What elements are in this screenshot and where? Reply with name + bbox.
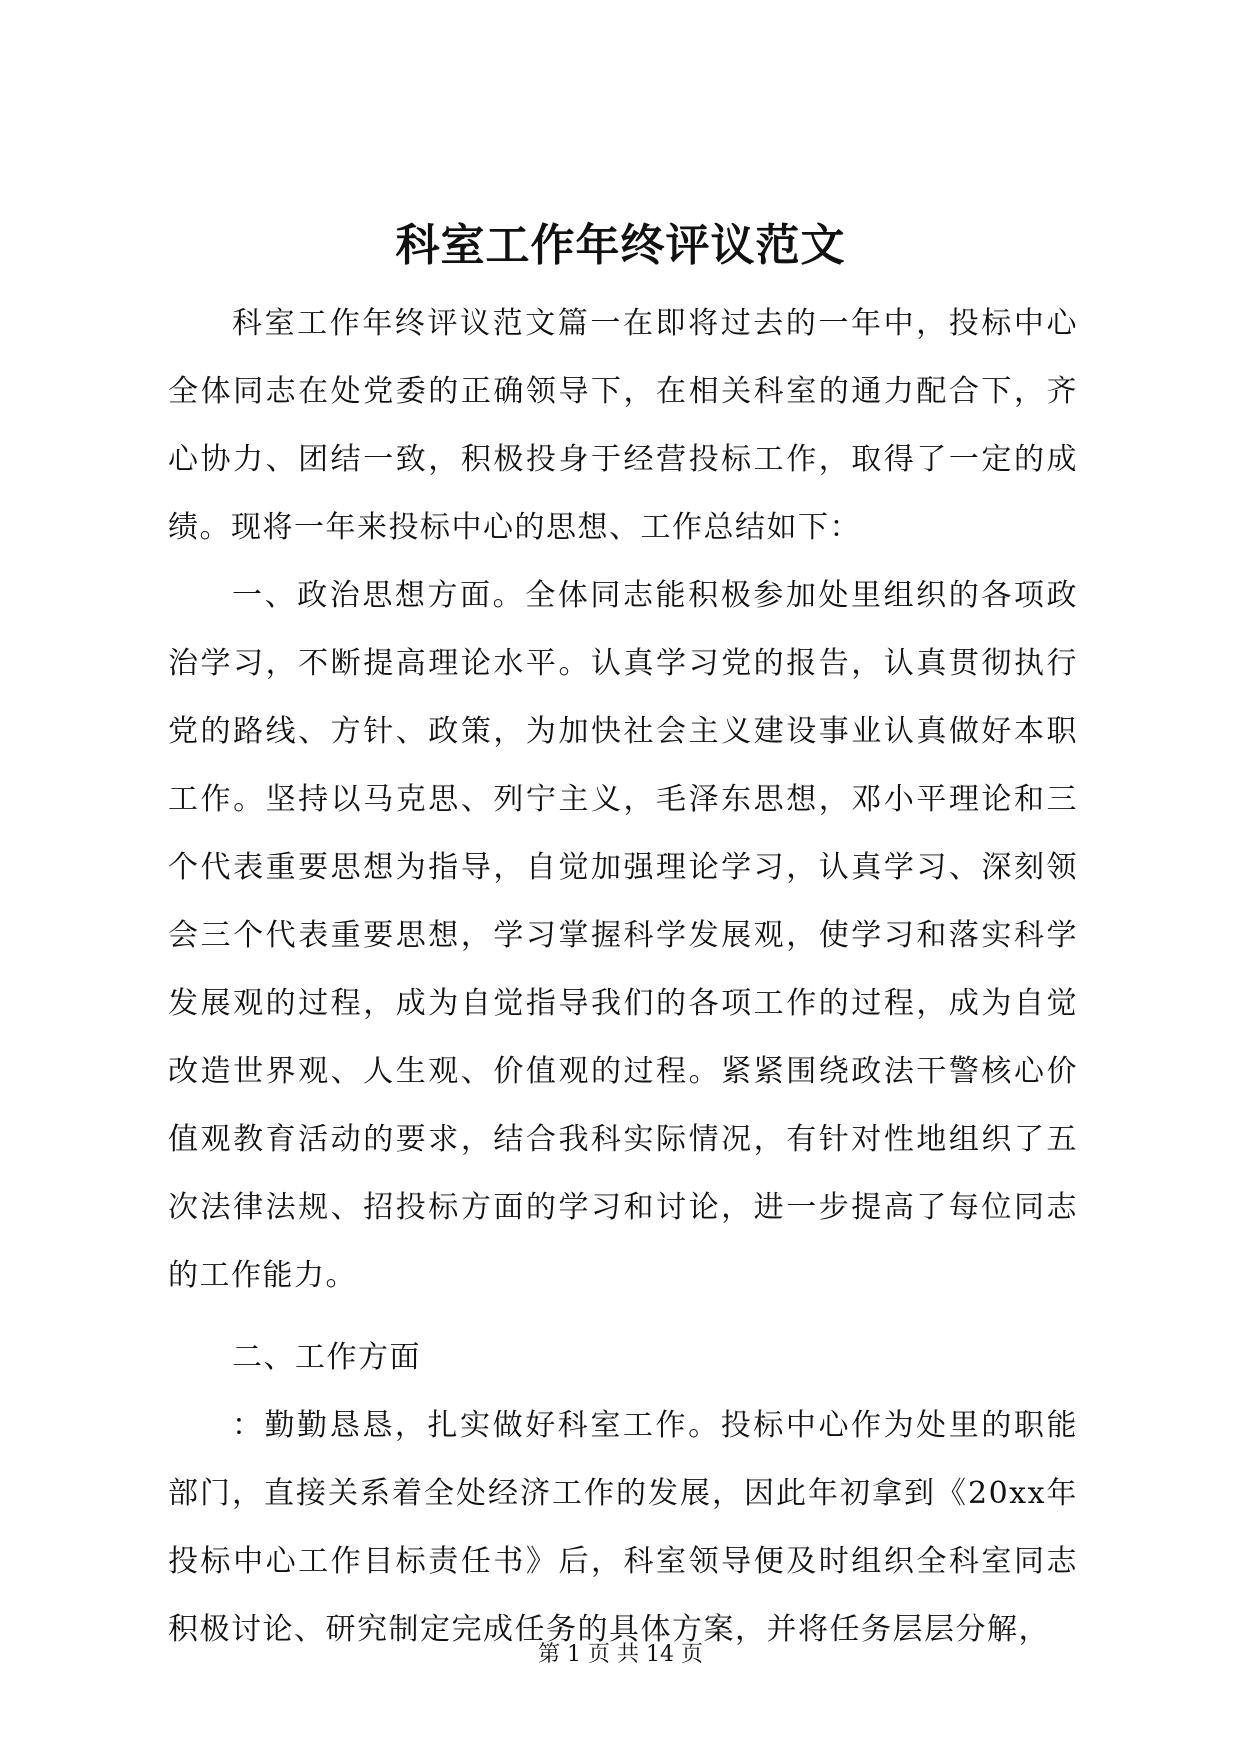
paragraph-work: ：勤勤恳恳，扎实做好科室工作。投标中心作为处里的职能部门，直接关系着全处经济工作的发展，因此年初拿到《20xx年投标中心工作目标责任书》后，科室领导便及时组织全科室同志积极讨论、研究制定完成任务的具体方案，并将任务层层分解， xyxy=(168,1408,1078,1647)
paragraph-intro: 科室工作年终评议范文篇一在即将过去的一年中，投标中心全体同志在处党委的正确领导下，在相关科室的通力配合下，齐心协力、团结一致，积极投身于经营投标工作，取得了一定的成绩。现将一年来投标中心的思想、工作总结如下： xyxy=(168,306,1078,545)
document-body xyxy=(168,290,1078,1664)
page-number-footer: 第 1 页 共 14 页 xyxy=(538,1642,703,1667)
section-heading-work: 二、工作方面 xyxy=(232,1340,421,1375)
paragraph-political-thought: 一、政治思想方面。全体同志能积极参加处里组织的各项政治学习，不断提高理论水平。认真学习党的报告，认真贯彻执行党的路线、方针、政策，为加快社会主义建设事业认真做好本职工作。坚持以马克思、列宁主义，毛泽东思想，邓小平理论和三个代表重要思想为指导，自觉加强理论学习，认真学习、深刻领会三个代表重要思想，学习掌握科学发展观，使学习和落实科学发展观的过程，成为自觉指导我们的各项工作的过程，成为自觉改造世界观、人生观、价值观的过程。紧紧围绕政法干警核心价值观教育活动的要求，结合我科实际情况，有针对性地组织了五次法律法规、招投标方面的学习和讨论，进一步提高了每位同志的工作能力。 xyxy=(168,578,1078,1293)
document-title: 科室工作年终评议范文 xyxy=(395,220,846,271)
